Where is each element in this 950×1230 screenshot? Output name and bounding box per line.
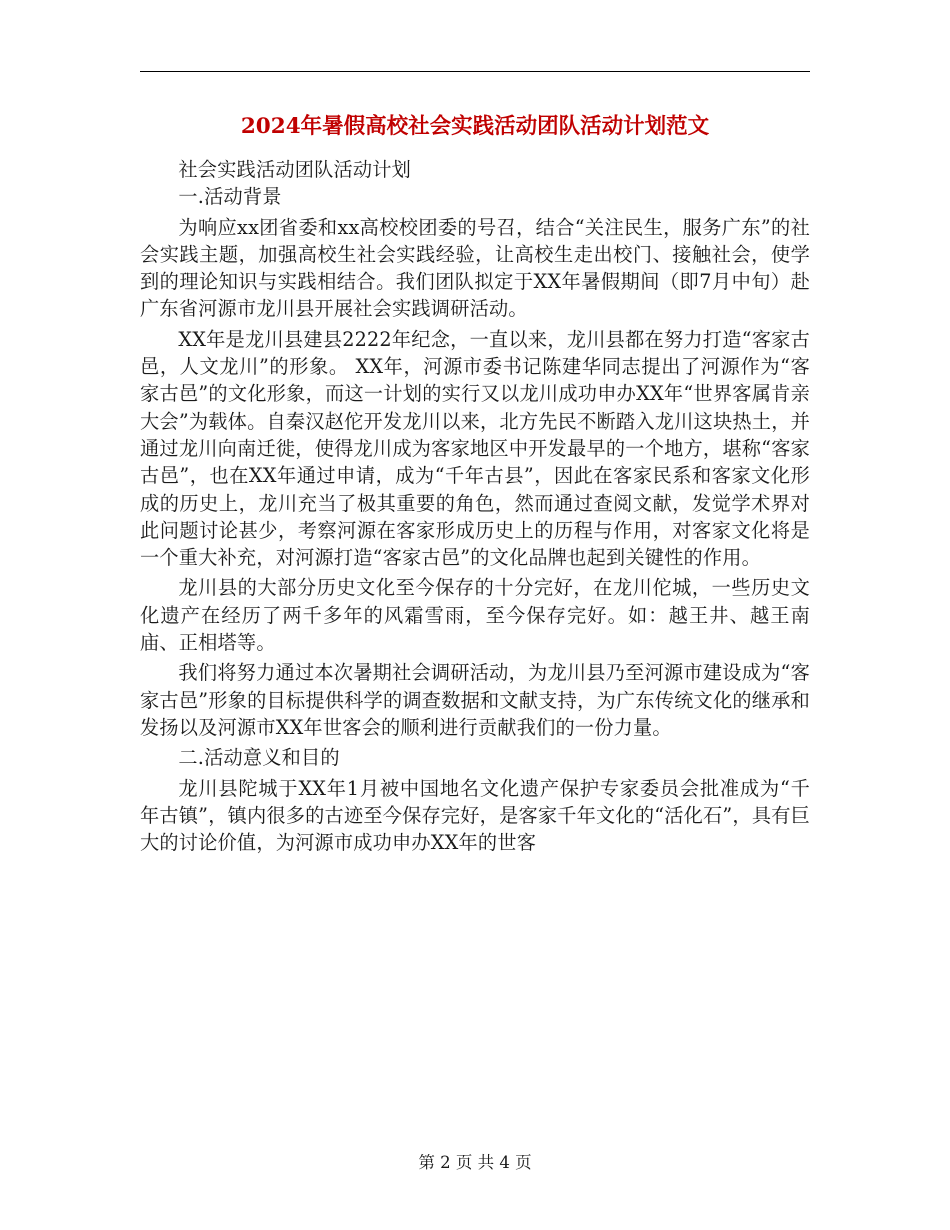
paragraph-5: 龙川县陀城于XX年1月被中国地名文化遗产保护专家委员会批准成为“千年古镇”，镇内很多的古迹至今保存完好，是客家千年文化的“活化石”，具有巨大的讨论价值，为河源市成功申办XX年的世客 xyxy=(140,776,810,855)
paragraph-1: 为响应xx团省委和xx高校校团委的号召，结合“关注民生，服务广东”的社会实践主题，加强高校生社会实践经验，让高校生走出校门、接触社会，使学到的理论知识与实践相结合。我们团队拟定于XX年暑假期间（即7月中旬）赴广东省河源市龙川县开展社会实践调研活动。 xyxy=(140,215,810,321)
paragraph-2: XX年是龙川县建县2222年纪念，一直以来，龙川县都在努力打造“客家古邑，人文龙川”的形象。 XX年，河源市委书记陈建华同志提出了河源作为“客家古邑”的文化形象，而这一计划的实行又以龙川成功申办XX年“世界客属肯亲大会”为载体。自秦汉赵佗开发龙川以来，北方先民不断踏入龙川这块热土，并通过龙川向南迁徙，使得龙川成为客家地区中开发最早的一个地方，堪称“客家古邑”，也在XX年通过申请，成为“千年古县”，因此在客家民系和客家文化形成的历史上，龙川充当了极其重要的角色，然而通过查阅文献，发觉学术界对此问题讨论甚少，考察河源在客家形成历史上的历程与作用，对客家文化将是一个重大补充，对河源打造“客家古邑”的文化品牌也起到关键性的作用。 xyxy=(140,327,810,570)
header-rule xyxy=(140,71,810,72)
paragraph-4: 我们将努力通过本次暑期社会调研活动，为龙川县乃至河源市建设成为“客家古邑”形象的目标提供科学的调查数据和文献支持，为广东传统文化的继承和发扬以及河源市XX年世客会的顺利进行贡献我们的一份力量。 xyxy=(140,661,810,739)
page-footer: 第 2 页 共 4 页 xyxy=(418,1153,532,1172)
section-heading-background: 一.活动背景 xyxy=(178,185,282,209)
document-title: 2024年暑假高校社会实践活动团队活动计划范文 xyxy=(240,114,710,139)
subtitle: 社会实践活动团队活动计划 xyxy=(178,158,412,181)
document-body xyxy=(140,156,810,856)
section-heading-purpose: 二.活动意义和目的 xyxy=(178,746,340,770)
paragraph-3: 龙川县的大部分历史文化至今保存的十分完好，在龙川佗城，一些历史文化遗产在经历了两千多年的风霜雪雨，至今保存完好。如：越王井、越王南庙、正相塔等。 xyxy=(140,576,810,655)
